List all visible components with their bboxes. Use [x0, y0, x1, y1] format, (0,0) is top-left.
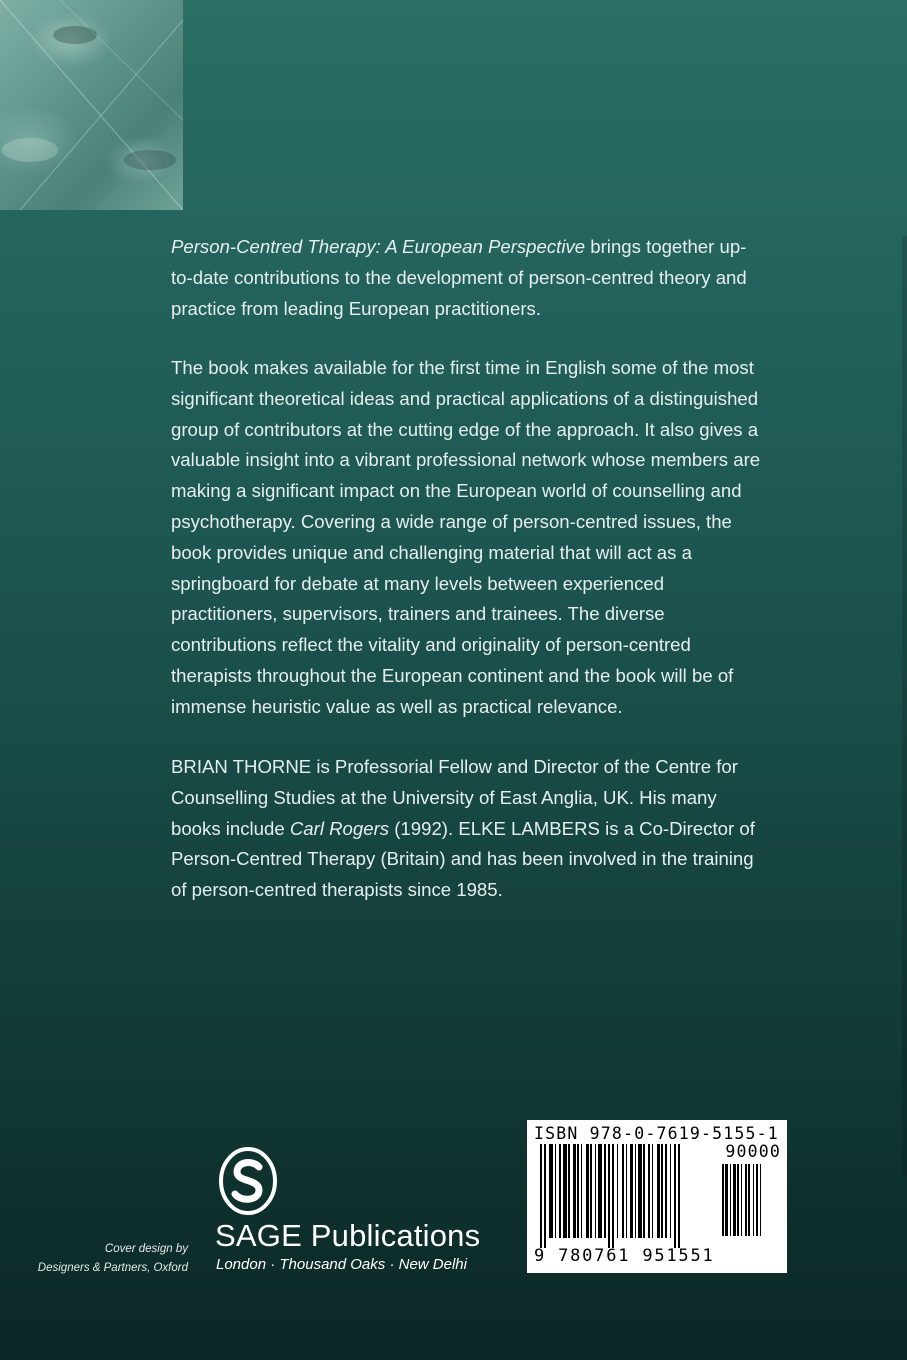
price-code: 90000: [725, 1142, 781, 1161]
barcode-bar: [670, 1144, 671, 1238]
page-edge-shadow: [902, 236, 907, 1176]
barcode-bar: [635, 1144, 636, 1238]
sage-logo-icon: [219, 1147, 277, 1215]
barcode-bar: [626, 1144, 627, 1238]
isbn-barcode: [527, 1120, 787, 1273]
blurb-paragraph-2: [171, 353, 761, 723]
barcode-bar: [595, 1144, 596, 1238]
barcode-bar: [722, 1164, 724, 1236]
barcode-bar: [559, 1144, 561, 1238]
barcode-bar: [638, 1144, 642, 1238]
ean-digits: 9 780761 951551: [534, 1246, 715, 1266]
barcode-bar: [648, 1144, 650, 1238]
barcode-bar: [604, 1144, 606, 1238]
barcode-bar: [657, 1144, 660, 1238]
barcode-bar: [555, 1144, 556, 1238]
credit-line-1: Cover design by: [104, 1243, 188, 1255]
barcode-bar: [748, 1164, 750, 1236]
publisher-cities: London · Thousand Oaks · New Delhi: [216, 1256, 467, 1273]
barcode-bar: [577, 1144, 579, 1238]
addon-barcode-bars: [722, 1164, 782, 1246]
author-bio: [171, 752, 761, 906]
barcode-bar: [544, 1144, 546, 1248]
barcode-bar: [678, 1144, 680, 1248]
blurb-paragraph-1: [171, 232, 761, 324]
barcode-bar: [617, 1144, 618, 1238]
author-bio-text-b: (1992). ELKE LAMBERS is a Co-Director of Person-Centred Therapy (Britain) and has been involved in the training of person-centred therapists since 1985.: [171, 817, 755, 901]
credit-line-2: Designers & Partners, Oxford: [37, 1262, 188, 1274]
barcode-bar: [612, 1144, 614, 1248]
barcode-bar: [652, 1144, 653, 1238]
barcode-bar: [665, 1144, 667, 1238]
barcode-bar: [549, 1144, 553, 1238]
barcode-bar: [563, 1144, 567, 1238]
barcode-bar: [745, 1164, 747, 1236]
cited-book-title: Carl Rogers: [289, 817, 390, 839]
barcode-bar: [643, 1144, 645, 1238]
barcode-bar: [622, 1144, 624, 1238]
cover-photo-corner: [0, 0, 183, 210]
barcode-bar: [568, 1144, 570, 1238]
barcode-bar: [674, 1144, 676, 1248]
barcode-bar: [608, 1144, 610, 1248]
barcode-bars: [540, 1144, 720, 1248]
barcode-bar: [753, 1164, 754, 1236]
barcode-bar: [730, 1164, 731, 1236]
isbn-text: ISBN 978-0-7619-5155-1: [534, 1124, 779, 1143]
photo-texture: [0, 0, 183, 210]
barcode-bar: [737, 1164, 739, 1236]
blurb-paragraph-2-text: The book makes available for the first time in English some of the most significant theoretical ideas and practical applications of a distinguished group of contributors at the cutting edge of the approach. It also gives a valuable insight into a vibrant professional network whose members are making a significant impact on the European world of counselling and psychotherapy. Covering a wide range of person-centred issues, the book provides unique and challenging material that will act as a springboard for debate at many levels between experienced practitioners, supervisors, trainers and trainees. The diverse contributions reflect the vitality and originality of person-centred therapists throughout the European continent and the book will be of immense heuristic value as well as practical relevance.: [171, 357, 761, 717]
barcode-bar: [573, 1144, 576, 1238]
cover-design-credit: [20, 1240, 188, 1278]
publisher-name: SAGE Publications: [215, 1218, 481, 1253]
barcode-bar: [590, 1144, 592, 1238]
barcode-bar: [725, 1164, 728, 1236]
barcode-bar: [760, 1164, 761, 1236]
barcode-bar: [581, 1144, 582, 1238]
barcode-bar: [756, 1164, 758, 1236]
barcode-bar: [630, 1144, 633, 1238]
book-title: Person-Centred Therapy: A European Perspective: [171, 236, 586, 257]
barcode-bar: [540, 1144, 542, 1248]
barcode-bar: [661, 1144, 663, 1238]
author-bio-text-a: BRIAN THORNE is Professorial Fellow and Director of the Centre for Counselling Studies at the University of East Anglia, UK. His many books include: [171, 756, 738, 839]
barcode-bar: [741, 1164, 742, 1236]
barcode-bar: [733, 1164, 736, 1236]
barcode-bar: [598, 1144, 602, 1238]
barcode-bar: [586, 1144, 589, 1238]
blurb-paragraph-1-text: brings together up-to-date contributions to the development of person-centred theory and practice from leading European practitioners.: [171, 236, 747, 319]
